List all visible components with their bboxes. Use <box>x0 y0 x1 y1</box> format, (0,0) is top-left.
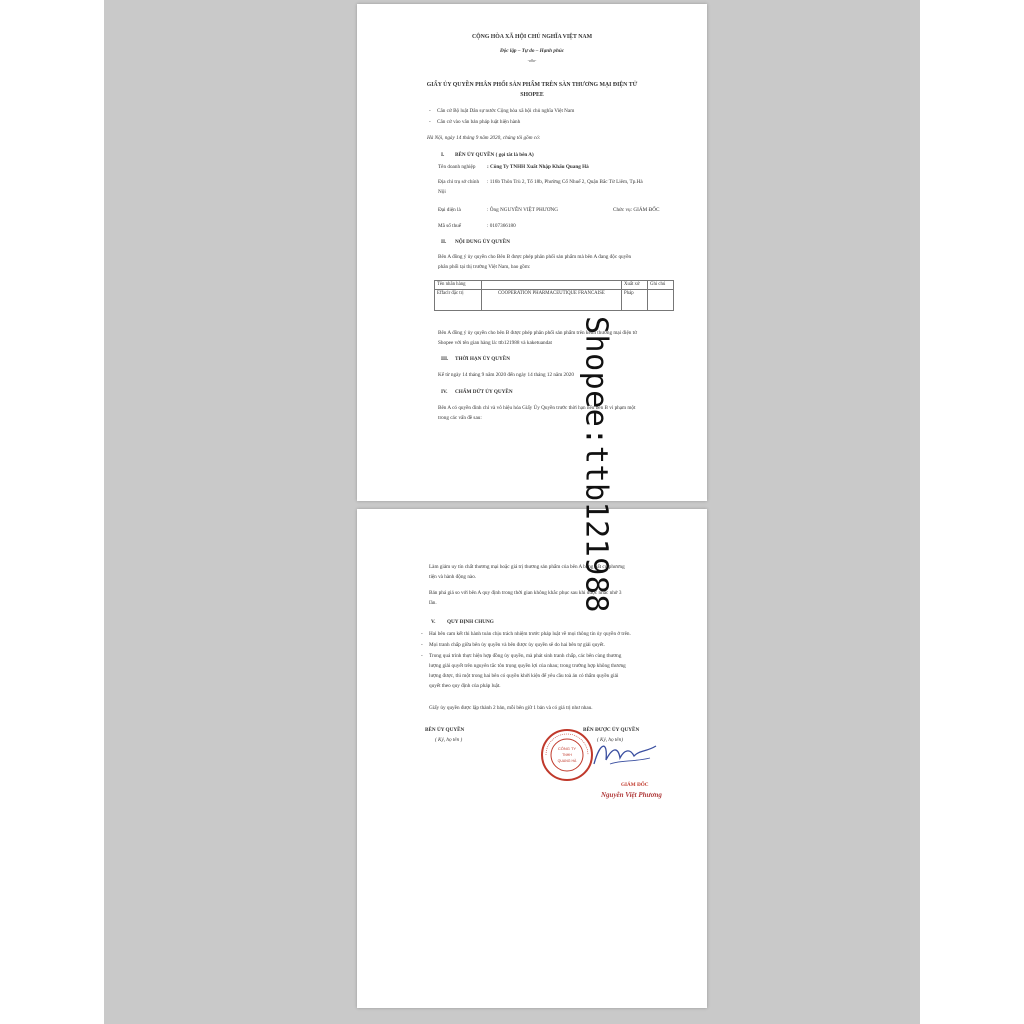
violation-1-continued: tiện và hành động nào. <box>429 574 477 580</box>
general-rule-3-line3: lượng được, thì một trong hai bên có quyền khởi kiện để yêu cầu toà án có thẩm quyền giải <box>429 673 619 679</box>
section-2-number: II. <box>441 239 447 245</box>
section-2-paragraph-2: phân phối tại thị trường Việt Nam, bao gồm: <box>438 264 531 270</box>
table-cell: COOPERATION PHARMACEUTIQUE FRANCAISE <box>481 290 621 311</box>
director-name: Nguyễn Việt Phương <box>601 791 662 799</box>
general-rule-1: - Hai bên cam kết thi hành toàn chịu trách nhiệm trước pháp luật về mọi thông tin ủy quyền ở trên. <box>429 631 631 637</box>
national-title: CỘNG HÒA XÃ HỘI CHỦ NGHĨA VIỆT NAM <box>471 34 593 40</box>
director-title: GIÁM ĐỐC <box>621 782 649 788</box>
document-page-1 <box>357 4 707 501</box>
section-2-paragraph-1: Bên A đồng ý ủy quyền cho Bên B được phép phân phối sản phẩm mà bên A đang độc quyền <box>438 254 632 260</box>
party-a-title: BÊN ỦY QUYỀN <box>425 727 465 733</box>
party-a-signature-note: ( Ký, họ tên ) <box>435 737 463 743</box>
address-value: : 116b Thôn Trù 2, Tổ 18b, Phường Cổ Nhuế 2, Quận Bắc Từ Liêm, Tp.Hà <box>487 179 643 185</box>
svg-text:QUANG HÀ: QUANG HÀ <box>557 759 577 763</box>
document-title: GIẤY ỦY QUYỀN PHÂN PHỐI SẢN PHẨM TRÊN SÀN THƯƠNG MẠI ĐIỆN TỬ <box>426 82 638 88</box>
signature <box>590 734 660 774</box>
section-1-number: I. <box>441 152 445 158</box>
national-motto: Độc lập – Tự do – Hạnh phúc <box>499 48 565 54</box>
section-4-number: IV. <box>441 389 448 395</box>
section-5-number: V. <box>431 619 436 625</box>
party-b-signature-note: ( Ký, họ tên) <box>597 737 623 743</box>
representative-value: : Ông NGUYỄN VIỆT PHƯƠNG <box>487 207 558 213</box>
date-line: Hà Nội, ngày 14 tháng 9 năm 2020, chúng tôi gồm có: <box>427 135 541 141</box>
violation-1: Làm giảm uy tín chất thương mại hoặc giá trị thương sản phẩm của bên A bằng bất cứ phương <box>429 564 625 570</box>
ornament: -o0o- <box>527 58 537 63</box>
company-stamp <box>540 728 594 782</box>
tax-value: : 0107366180 <box>487 223 516 229</box>
general-rule-3-line2: lượng giải quyết trên nguyên tắc tôn trọng quyền lợi của nhau; trong trường hợp không thương <box>429 663 626 669</box>
address-label: Địa chỉ trụ sở chính <box>438 179 480 185</box>
table-header-cell: Tên nhãn hàng <box>435 281 482 290</box>
section-3-paragraph: Kể từ ngày 14 tháng 9 năm 2020 đến ngày 14 tháng 12 năm 2020 <box>438 372 574 378</box>
section-4-paragraph-2: trong các vấn đề sau: <box>438 415 482 421</box>
section-2-paragraph-3: Bên A đồng ý ủy quyền cho bên B được phép phân phối sản phẩm trên kênh thương mại điện tử <box>438 330 637 336</box>
violation-2-continued: lần. <box>429 600 437 606</box>
section-3-title: THỜI HẠN ỦY QUYỀN <box>455 356 511 362</box>
table-header-cell: Ghi chú <box>648 281 674 290</box>
basis-line-1: - Căn cứ Bộ luật Dân sự nước Cộng hòa xã hội chủ nghĩa Việt Nam <box>437 108 574 114</box>
general-rule-2: - Mọi tranh chấp giữa bên ủy quyền và bên được ủy quyền sẽ do hai bên tự giải quyết. <box>429 642 605 648</box>
table-cell: Pháp <box>622 290 648 311</box>
general-rule-3: - Trong quá trình thực hiện hợp đồng ủy quyền, mà phát sinh tranh chấp, các bên cùng thương <box>429 653 621 659</box>
closing-statement: Giấy ủy quyền được lập thành 2 bản, mỗi bên giữ 1 bản và có giá trị như nhau. <box>429 705 593 711</box>
company-label: Tên doanh nghiệp <box>438 164 476 170</box>
svg-text:TNHH: TNHH <box>562 753 572 757</box>
position-label: Chức vụ: GIÁM ĐỐC <box>613 207 660 213</box>
tax-label: Mã số thuế <box>438 223 462 229</box>
party-b-title: BÊN ĐƯỢC ỦY QUYỀN <box>583 727 640 733</box>
section-4-title: CHẤM DỨT ỦY QUYỀN <box>455 389 513 395</box>
section-3-number: III. <box>441 356 449 362</box>
address-continued: Nội <box>438 189 446 195</box>
section-4-paragraph-1: Bên A có quyền đình chỉ và vô hiệu hóa Giấy Ủy Quyền trước thời hạn nếu bên B vi phạm một <box>438 405 636 411</box>
product-table <box>434 280 674 311</box>
shopee-watermark: Shopee:ttb121988 <box>578 316 614 613</box>
table-row <box>435 290 674 311</box>
section-5-title: QUY ĐỊNH CHUNG <box>447 619 494 625</box>
table-cell: Effaclr đặc trị <box>435 290 482 311</box>
section-2-paragraph-4: Shopee với tên gian hàng là: ttb121988 và kaketuandat <box>438 340 552 346</box>
table-header-row <box>435 281 674 290</box>
table-cell <box>648 290 674 311</box>
violation-2: Bán phá giá so với bên A quy định trong thời gian không khắc phục sau khi được nhắc nhở 3 <box>429 590 622 596</box>
table-header-cell <box>481 281 621 290</box>
basis-line-2: - Căn cứ vào văn bản pháp luật hiện hành <box>437 119 520 125</box>
company-value: : Công Ty TNHH Xuất Nhập Khẩu Quang Hà <box>487 164 589 170</box>
representative-label: Đại diện là <box>438 207 461 213</box>
general-rule-3-line4: quyết theo quy định của pháp luật. <box>429 683 501 689</box>
svg-text:CÔNG TY: CÔNG TY <box>557 746 577 751</box>
section-2-title: NỘI DUNG ỦY QUYỀN <box>455 239 510 245</box>
table-header-cell: Xuất xứ <box>622 281 648 290</box>
document-title-line2: SHOPEE <box>520 92 544 98</box>
section-1-title: BÊN ỦY QUYỀN ( gọi tắt là bên A) <box>455 152 534 158</box>
